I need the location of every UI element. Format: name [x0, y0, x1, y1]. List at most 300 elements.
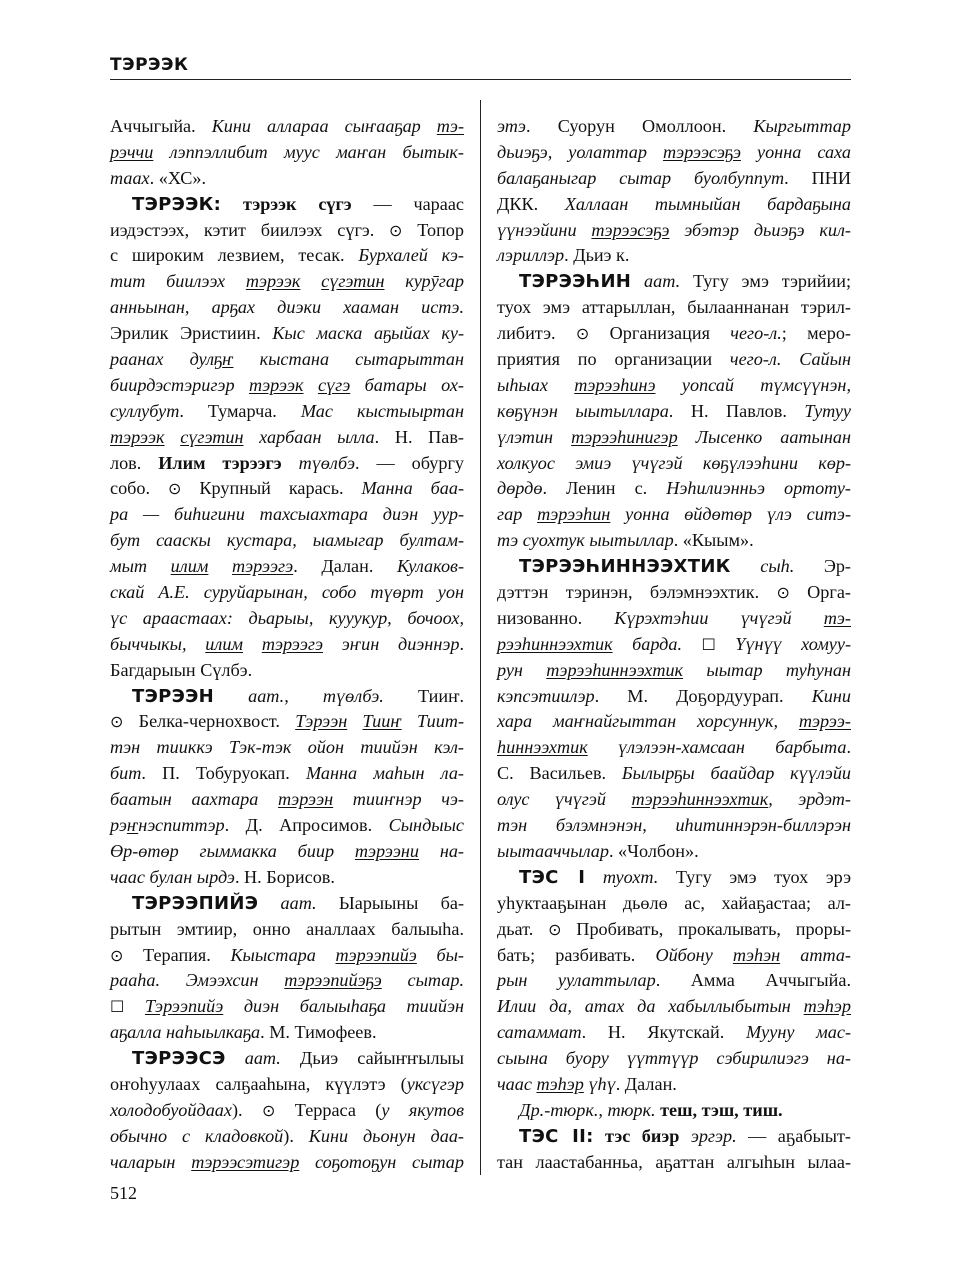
italic-text: нэспиттэр	[138, 815, 225, 836]
text-run: Пробивать, прокалывать, проры-	[561, 918, 852, 939]
page-number: 512	[110, 1183, 137, 1203]
italic-text: аат.	[225, 1048, 281, 1069]
italic-text: үһү	[583, 1073, 616, 1094]
italic-text: ра — биһигини тахсыахтара диэн уур-	[110, 504, 464, 525]
italic-text: Илии да, атах да хабыллыбытын	[497, 996, 804, 1017]
italic-text: олус үчүгэй	[497, 789, 632, 810]
text-run: низованно.	[497, 607, 615, 628]
italic-text: рын уулаттылар	[497, 970, 656, 991]
underlined-term: Тэрээпийэ	[144, 996, 224, 1017]
marker-symbol: ⊙	[261, 1100, 276, 1120]
italic-text: у якутов	[381, 1099, 464, 1120]
marker-symbol: ⊙	[110, 712, 124, 732]
italic-text: чаас	[497, 1073, 537, 1094]
italic-text: уксүгэр	[406, 1073, 464, 1094]
italic-text: ыһыах	[497, 374, 575, 395]
text-run: . М. Доҕордуурап.	[594, 685, 812, 706]
left-column	[110, 114, 464, 1176]
text-line	[110, 968, 464, 994]
text-run: туох эмэ аттарыллан, былааннанан тэрил-	[497, 297, 851, 318]
italic-text: на-	[419, 840, 464, 861]
right-column	[497, 114, 851, 1176]
text-run: Тугу эмэ туох эрэ	[658, 866, 852, 887]
italic-text: тит биилээх	[110, 271, 246, 292]
italic-text: холодобуойдаах	[110, 1099, 232, 1120]
italic-text: Үүнүү хомуу-	[715, 633, 852, 654]
italic-text: биирдэстэригэр	[110, 374, 249, 395]
italic-text: ыытааччылар	[497, 840, 609, 861]
italic-text: бит	[110, 763, 142, 784]
headword: ТЭРЭЭН	[132, 685, 214, 707]
italic-text	[300, 271, 321, 291]
text-line	[110, 1072, 464, 1098]
underlined-term: тэрээсэҕэ	[662, 141, 741, 162]
italic-text: көҕүнэн ыытыллара	[497, 400, 669, 421]
text-line	[110, 373, 464, 399]
text-run: дэттэн тэринэн, бэлэмнээхтик.	[497, 582, 777, 603]
underlined-term: сүгэ	[317, 374, 351, 395]
italic-text	[243, 634, 262, 654]
text-run: . Далан.	[293, 556, 398, 577]
italic-text: Мас кыстыыртан	[300, 400, 465, 421]
text-line	[497, 917, 851, 943]
text-line	[497, 347, 851, 373]
text-line	[110, 476, 464, 502]
text-line	[110, 606, 464, 632]
underlined-term: тэрээ-	[798, 711, 851, 732]
text-run: Белка-чернохвост.	[123, 711, 296, 732]
marker-symbol: ⊙	[389, 220, 403, 240]
italic-text: суллубут	[110, 400, 180, 421]
italic-text: батары ох-	[350, 374, 464, 395]
text-run: Организация	[589, 323, 731, 344]
italic-text: уонна өйдөтөр үлэ ситэ-	[610, 504, 851, 525]
italic-text: обычно с кладовкой	[110, 1125, 284, 1146]
text-run: — аҕабыыт-	[736, 1125, 851, 1146]
italic-text: лэппэллибит муус маҥан бытык-	[153, 141, 464, 162]
underlined-term: тэрээгэ	[261, 633, 323, 654]
text-line	[110, 658, 464, 684]
italic-text: үлэлээн-хамсаан барбыта	[587, 737, 847, 758]
text-line	[110, 1046, 464, 1072]
text-run: . Д. Апросимов.	[224, 815, 389, 836]
text-line	[110, 140, 464, 166]
text-line	[110, 1150, 464, 1176]
text-line	[110, 839, 464, 865]
text-run: . «Кыым».	[673, 530, 754, 551]
text-run: Багдарыын Сүлбэ.	[110, 659, 253, 680]
underlined-term: тэрээн	[278, 789, 334, 810]
marker-symbol: ⊙	[575, 324, 590, 344]
text-line	[497, 140, 851, 166]
italic-text: атта-	[780, 944, 851, 965]
italic-text: Өр-өтөр гыммакка биир	[110, 840, 355, 861]
italic-text	[347, 711, 362, 731]
italic-text: балаҕаныгар сытар буолбуппут	[497, 167, 785, 188]
underlined-term: рээһиннээхтик	[497, 633, 613, 654]
text-line	[497, 476, 851, 502]
text-run: Терапия.	[123, 944, 231, 965]
italic-text: чаларын	[110, 1151, 192, 1172]
text-line	[110, 994, 464, 1020]
text-line	[497, 839, 851, 865]
italic-text: Күрэхтэһии үчүгэй	[614, 607, 824, 628]
text-line	[110, 632, 464, 658]
italic-text: бы-	[416, 944, 464, 965]
italic-text: Кыс маска аҕыйах ку-	[272, 323, 464, 344]
text-run: . Амма Аччыгыйа.	[655, 970, 851, 991]
text-run: либитэ.	[497, 323, 576, 344]
text-line	[497, 787, 851, 813]
text-line	[497, 1072, 851, 1098]
italic-text: бут сааскы кустара, ыамыгар бултам-	[110, 530, 464, 551]
text-run: Терраса (	[275, 1099, 382, 1120]
italic-text: рун	[497, 659, 547, 680]
underlined-term: ҥ	[126, 815, 139, 836]
text-line	[110, 502, 464, 528]
text-line	[497, 399, 851, 425]
text-run: . П. Тобуруокап.	[141, 763, 306, 784]
text-run: собо.	[110, 478, 169, 499]
underlined-term: тэрээһинэ	[574, 374, 656, 395]
italic-text: Былырҕы баайдар күүлэйи	[621, 763, 852, 784]
text-run: Ыарыыны ба-	[316, 892, 464, 913]
italic-text: аҕалла наһыылкаҕа	[110, 1022, 261, 1043]
italic-text: таах	[110, 167, 150, 188]
italic-text: сатаммат	[497, 1022, 582, 1043]
text-line	[497, 1046, 851, 1072]
text-line	[497, 891, 851, 917]
underlined-term: илим	[170, 556, 209, 577]
text-run: тан лаастабанньа, аҕаттан алгыһын ылаа-	[497, 1151, 851, 1172]
text-run: оҥоһуулаах салҕааһына, күүлэтэ (	[110, 1073, 407, 1094]
text-run: . — обургу	[354, 452, 465, 473]
text-line	[497, 554, 851, 580]
underlined-term: тэ-	[436, 116, 465, 136]
headword: ТЭС II:	[519, 1125, 594, 1147]
text-run: лов.	[110, 452, 159, 473]
text-line	[110, 943, 464, 969]
italic-text: Манна баа-	[361, 478, 465, 499]
text-line	[497, 373, 851, 399]
text-run: рытын эмтиир, онно аналлаах балыыһа.	[110, 918, 464, 939]
text-run: приятия по организации	[497, 349, 730, 370]
italic-text: гар	[497, 504, 538, 525]
text-line	[497, 658, 851, 684]
italic-text: диэн балыыһаҕа тиийэн	[223, 996, 464, 1017]
text-run: . Ленин с.	[542, 478, 667, 499]
italic-text: уопсай түмсүүнэн,	[655, 374, 851, 395]
italic-text	[208, 556, 232, 576]
text-run: . Н. Пав-	[374, 426, 464, 447]
text-run: Топор	[402, 219, 464, 240]
italic-text: тэн тииккэ Тэк-тэк ойон тиийэн кэл-	[110, 737, 464, 758]
italic-text: тэ суохтук ыытыллар	[497, 530, 674, 551]
text-line	[497, 684, 851, 710]
italic-text: мыт	[110, 556, 171, 577]
text-run: . Н. Борисов.	[234, 866, 335, 887]
text-line	[497, 606, 851, 632]
italic-text: Др.-тюрк., тюрк.	[519, 1099, 656, 1120]
text-run: . Н. Якутскай.	[581, 1022, 747, 1043]
underlined-term: тэрээһиннээхтик	[546, 659, 684, 680]
text-line	[110, 813, 464, 839]
italic-text: Бурхалей кэ-	[358, 245, 464, 266]
italic-text: баатын аахтара	[110, 789, 279, 810]
text-run: Тугу эмэ тэрийии;	[680, 271, 852, 292]
text-run: бать; разбивать.	[497, 944, 656, 965]
italic-text: Кини	[811, 685, 851, 706]
text-run: . «ХС».	[149, 167, 207, 188]
text-run: ).	[231, 1099, 262, 1120]
text-run: — чараас	[351, 193, 464, 214]
text-line	[110, 451, 464, 477]
headword: ТЭРЭЭҺИН	[519, 271, 632, 293]
italic-text: Кулаков-	[397, 556, 465, 577]
headword: ТЭС I	[519, 866, 586, 888]
italic-text: холкуос эмиэ үчүгэй көҕүлээһини көр-	[497, 452, 851, 473]
italic-text: сытар.	[381, 970, 464, 991]
text-line	[110, 166, 464, 192]
text-run: Эрилик Эристиин.	[110, 323, 273, 344]
text-run: . ПНИ	[784, 167, 851, 188]
underlined-term: тэһэн	[732, 944, 781, 965]
text-line	[497, 502, 851, 528]
text-run: ).	[283, 1125, 309, 1146]
text-line	[497, 243, 851, 269]
text-line	[110, 192, 464, 218]
text-run: . Н. Павлов.	[668, 400, 805, 421]
text-line	[497, 580, 851, 606]
column-divider	[480, 100, 481, 1175]
text-run: . Дьиэ к.	[564, 245, 630, 266]
italic-text: Ойбону	[655, 944, 733, 965]
text-line	[110, 399, 464, 425]
text-line	[497, 218, 851, 244]
underlined-term: тэрээгэ	[232, 556, 294, 577]
italic-text: Нэһилиэнньэ ортоту-	[666, 478, 851, 499]
italic-text: анньынан, арҕах диэки хааман истэ.	[110, 297, 464, 318]
italic-text: дөрдө	[497, 478, 543, 499]
marker-symbol: ☐	[110, 997, 125, 1017]
text-line	[497, 813, 851, 839]
underlined-term: тэрээһинигэр	[571, 426, 678, 447]
text-line	[110, 243, 464, 269]
italic-text: сыһ.	[730, 556, 795, 577]
underlined-term: ҥ	[222, 349, 234, 370]
text-line	[110, 917, 464, 943]
header-rule	[110, 79, 851, 80]
text-line	[110, 1020, 464, 1046]
italic-text: чего-л.	[730, 323, 782, 344]
text-run: . Суорун Омоллоон.	[525, 116, 754, 136]
italic-text: туохт.	[585, 866, 659, 887]
headword: ТЭРЭЭК:	[132, 193, 222, 215]
underlined-term: илим	[205, 633, 244, 654]
italic-text: Тиит-	[401, 711, 464, 732]
italic-text: Кыргыттар	[753, 116, 851, 136]
underlined-term: Тииҥ	[362, 711, 402, 732]
text-line	[497, 295, 851, 321]
text-line	[497, 943, 851, 969]
italic-text: этэ	[497, 116, 526, 136]
underlined-term: тэ-	[823, 607, 851, 628]
text-line	[497, 632, 851, 658]
text-line	[497, 166, 851, 192]
text-line	[110, 114, 464, 140]
text-run: .	[459, 633, 465, 654]
text-line	[497, 865, 851, 891]
italic-text	[124, 996, 145, 1016]
underlined-term: тэрээһин	[537, 504, 611, 525]
underlined-term: тэрээк	[245, 271, 301, 292]
underlined-term: тэрээһиннээхтик	[631, 789, 769, 810]
italic-text: скай А.Е. суруйарынан, собо түөрт уон	[110, 582, 464, 603]
text-line	[110, 295, 464, 321]
italic-text	[304, 375, 318, 395]
text-run: с широким лезвием, тесак.	[110, 245, 359, 266]
italic-text: быччыкы,	[110, 633, 206, 654]
text-line	[497, 192, 851, 218]
text-line	[497, 451, 851, 477]
text-line	[497, 114, 851, 140]
italic-text: дьиэҕэ, уолаттар	[497, 141, 663, 162]
text-run: ДКК.	[497, 193, 565, 214]
text-line	[110, 554, 464, 580]
text-run: . Тумарча.	[179, 400, 301, 421]
italic-text: эҥин диэннэр	[322, 633, 460, 654]
italic-text: Лысенко аатынан	[677, 426, 852, 447]
italic-text: Сындыыс	[388, 815, 464, 836]
italic-text: аат.	[258, 892, 317, 913]
italic-text: Халлаан тымныйан бардаҕына	[564, 193, 851, 214]
italic-text: ыытар туһунан	[683, 659, 851, 680]
text-run: Орга-	[789, 582, 851, 603]
text-line	[497, 968, 851, 994]
text-line	[110, 735, 464, 761]
underlined-term: тэрээк	[110, 426, 165, 447]
italic-text: уонна саха	[740, 141, 851, 162]
italic-text: сыына буору үүттүүр сэбирилиэгэ на-	[497, 1048, 851, 1069]
italic-text: Мууну мас-	[746, 1022, 851, 1043]
underlined-term: тэһэр	[536, 1073, 584, 1094]
italic-text: үлэтин	[497, 426, 572, 447]
italic-text	[165, 427, 181, 447]
italic-text: аат.	[631, 271, 681, 292]
italic-text: рэ	[110, 815, 127, 836]
text-line	[497, 269, 851, 295]
text-line	[110, 891, 464, 917]
text-line	[497, 528, 851, 554]
text-line	[110, 347, 464, 373]
underlined-term: сүгэтин	[321, 271, 385, 292]
marker-symbol: ⊙	[548, 919, 562, 939]
text-run: Тииҥ.	[383, 685, 464, 706]
underlined-term: сүгэтин	[180, 426, 244, 447]
text-line	[110, 218, 464, 244]
italic-text: тэн бэлэмнэнэн, иһитиннэрэн-биллэрэн	[497, 815, 851, 836]
italic-text: түөлбэ	[281, 452, 355, 473]
italic-text: Кини дьонун даа-	[308, 1125, 464, 1146]
bold-phrase: тэс биэр	[593, 1125, 680, 1146]
text-run: .	[846, 737, 851, 758]
italic-text: Кини алларaа сыҥааҕар	[211, 116, 437, 136]
text-line	[110, 787, 464, 813]
underlined-term: тэрээпийэ	[335, 944, 417, 965]
underlined-term: Тэрээн	[295, 711, 348, 732]
text-run: уһуктааҕынан дьөлө ас, хайаҕастаа; ал-	[497, 892, 851, 913]
text-run: . «Чолбон».	[608, 840, 699, 861]
italic-text: үс араастаах: дьарыы, кууукур, бочоох,	[110, 607, 464, 628]
italic-text: аат., түөлбэ.	[213, 685, 384, 706]
text-line	[110, 580, 464, 606]
text-line	[110, 865, 464, 891]
italic-text: эргэр.	[679, 1125, 737, 1146]
italic-text: соҕотоҕун сытар	[299, 1151, 464, 1172]
marker-symbol: ⊙	[168, 479, 182, 499]
text-line	[110, 321, 464, 347]
text-run: Крупный карась.	[181, 478, 362, 499]
italic-text: Кыыстара	[230, 944, 336, 965]
text-run: Аччыгыйа.	[110, 116, 212, 136]
text-line	[497, 761, 851, 787]
text-line	[110, 528, 464, 554]
text-line	[110, 1124, 464, 1150]
text-line	[110, 425, 464, 451]
italic-text: кыстана сытарыттан	[233, 349, 465, 370]
text-line	[497, 425, 851, 451]
italic-text: курӯгар	[384, 271, 465, 292]
italic-text: Манна маһын ла-	[306, 763, 464, 784]
underlined-term: һиннээхтик	[497, 737, 588, 758]
italic-text: эбэтэр дьиэҕэ кил-	[669, 219, 851, 240]
bold-phrase: тэрээк сүгэ	[221, 193, 352, 214]
text-run: Эр-	[794, 556, 851, 577]
marker-symbol: ☐	[701, 634, 716, 654]
italic-text: барда.	[612, 633, 702, 654]
text-run: иэдэстээх, кэтит биилээх сүгэ.	[110, 219, 390, 240]
text-line	[497, 1124, 851, 1150]
italic-text: кэпсэтиилэр	[497, 685, 595, 706]
bold-phrase: Илим тэрээгэ	[158, 452, 282, 473]
italic-text: лэриллэр	[497, 245, 565, 266]
headword: ТЭРЭЭСЭ	[132, 1048, 226, 1070]
italic-text: үүнээйини	[497, 219, 592, 240]
text-line	[497, 1098, 851, 1124]
italic-text: Тутуу	[804, 400, 851, 421]
marker-symbol: ⊙	[110, 945, 124, 965]
marker-symbol: ⊙	[776, 583, 790, 603]
italic-text: чаас булан ырдэ	[110, 866, 235, 887]
italic-text: хара маҥнайгыттан хорсуннук,	[497, 711, 799, 732]
text-run: С. Васильев.	[497, 763, 622, 784]
italic-text: чего-л. Сайын	[729, 349, 851, 370]
underlined-term: тэһэр	[803, 996, 851, 1017]
headword: ТЭРЭЭҺИННЭЭХТИК	[519, 556, 731, 578]
text-line	[110, 709, 464, 735]
text-run: ; меро-	[781, 323, 851, 344]
text-line	[497, 709, 851, 735]
italic-text: рааһа. Эмээхсин	[110, 970, 285, 991]
underlined-term: тэрээсэҕэ	[591, 219, 670, 240]
italic-text: , эрдэт-	[768, 789, 851, 810]
text-run: . Далан.	[615, 1073, 677, 1094]
text-run: . М. Тимофеев.	[260, 1022, 377, 1043]
text-line	[497, 1150, 851, 1176]
underlined-term: тэрээсэтигэр	[191, 1151, 300, 1172]
headword: ТЭРЭЭПИЙЭ	[132, 892, 259, 914]
text-line	[497, 994, 851, 1020]
